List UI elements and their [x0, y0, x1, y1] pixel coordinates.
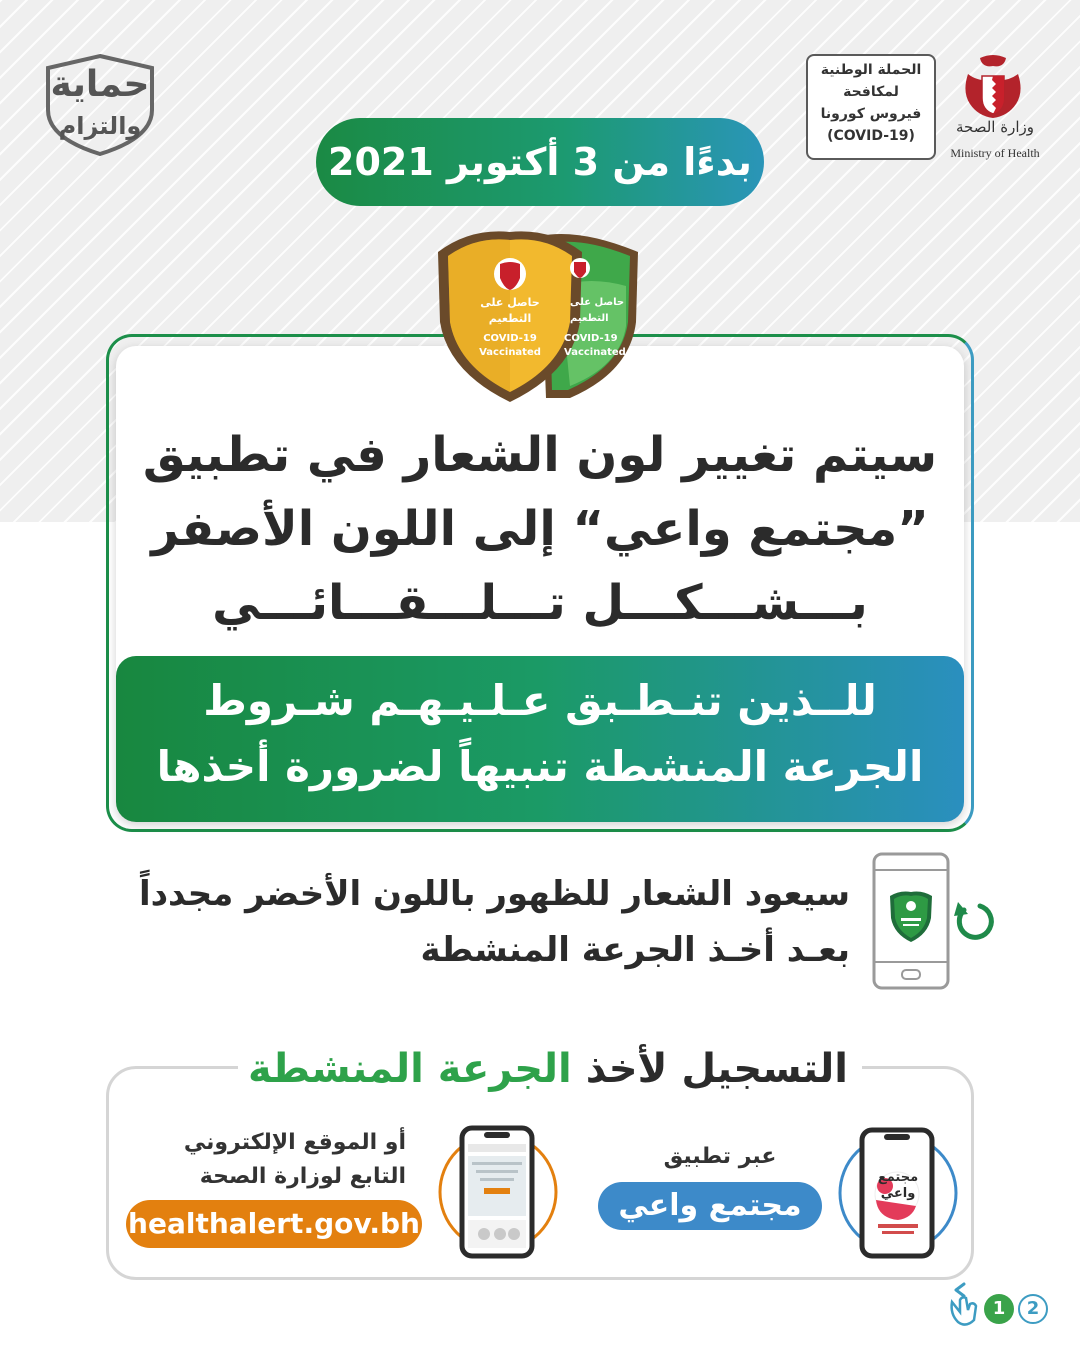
- green-shield-label-1: حاصل على: [570, 297, 625, 308]
- refresh-icon: [950, 896, 998, 944]
- via-app-label: عبر تطبيق: [663, 1144, 777, 1169]
- phone-website-icon: [438, 1126, 558, 1258]
- ministry-arabic-name: وزارة الصحة: [956, 118, 1034, 136]
- page-1-dot[interactable]: 1: [984, 1294, 1014, 1324]
- note-line: سيعود الشعار للظهور باللون الأخضر مجدداً: [138, 874, 850, 914]
- green-shield-label-4: Vaccinated: [564, 347, 626, 358]
- condition-line: الجرعة المنشطة تنبيهاً لضرورة أخذها: [156, 742, 924, 791]
- campaign-line: الحملة الوطنية: [820, 62, 922, 78]
- yellow-shield-label-1: حاصل على: [480, 296, 540, 309]
- himaya-subtitle: والتزام: [58, 112, 142, 140]
- website-label: [150, 1126, 406, 1194]
- himaya-title: حماية: [50, 64, 150, 105]
- campaign-line: فيروس كورونا: [820, 106, 922, 122]
- campaign-line: لمكافحة: [843, 84, 899, 100]
- registration-title-part1: التسجيل لأخذ: [585, 1046, 848, 1092]
- return-to-green-note: [110, 866, 850, 978]
- phone-app-icon: [838, 1128, 958, 1258]
- condition-line: للــذين تنـطـبق عـلـيـهـم شـروط: [203, 676, 877, 725]
- headline-line: ”مجتمع واعي“ إلى اللون الأصفر: [151, 501, 929, 557]
- registration-title-highlight: الجرعة المنشطة: [248, 1046, 572, 1092]
- himaya-logo: [40, 52, 160, 157]
- pagination: [946, 1280, 1056, 1328]
- yellow-shield-label-3: COVID-19: [483, 333, 537, 344]
- green-shield-label-3: COVID-19: [564, 333, 618, 344]
- website-url-link[interactable]: healthalert.gov.bh: [126, 1200, 422, 1248]
- booster-condition-text: [130, 668, 950, 800]
- start-date-banner: بدءًا من 3 أكتوبر 2021: [316, 118, 764, 206]
- registration-title: [238, 1040, 858, 1098]
- yellow-shield-label-4: Vaccinated: [479, 347, 541, 358]
- app-icon-text-line2: واعي: [880, 1186, 916, 1201]
- main-headline: [140, 418, 940, 640]
- website-label-line: التابع لوزارة الصحة: [199, 1164, 406, 1189]
- app-icon-text-line1: مجتمع: [877, 1170, 919, 1185]
- swipe-hand-icon: [946, 1280, 982, 1328]
- headline-line: سيتم تغيير لون الشعار في تطبيق: [142, 427, 938, 483]
- website-label-line: أو الموقع الإلكتروني: [183, 1130, 406, 1155]
- yellow-shield-label-2: التطعيم: [488, 312, 532, 325]
- page-2-dot[interactable]: 2: [1018, 1294, 1048, 1324]
- vaccinated-shields: [430, 226, 650, 406]
- note-line: بعـد أخـذ الجرعة المنشطة: [420, 930, 850, 970]
- campaign-line: (COVID-19): [827, 128, 915, 144]
- bahrain-emblem-icon: [958, 52, 1028, 122]
- ministry-english-name: Ministry of Health: [950, 146, 1040, 160]
- headline-line: بـــشـــكـــل تـــلـــقـــائـــي: [212, 575, 868, 631]
- green-shield-label-2: التطعيم: [570, 313, 609, 324]
- phone-green-shield-icon: [872, 852, 950, 990]
- app-name-button[interactable]: مجتمع واعي: [598, 1182, 822, 1230]
- campaign-label-box: [806, 54, 936, 160]
